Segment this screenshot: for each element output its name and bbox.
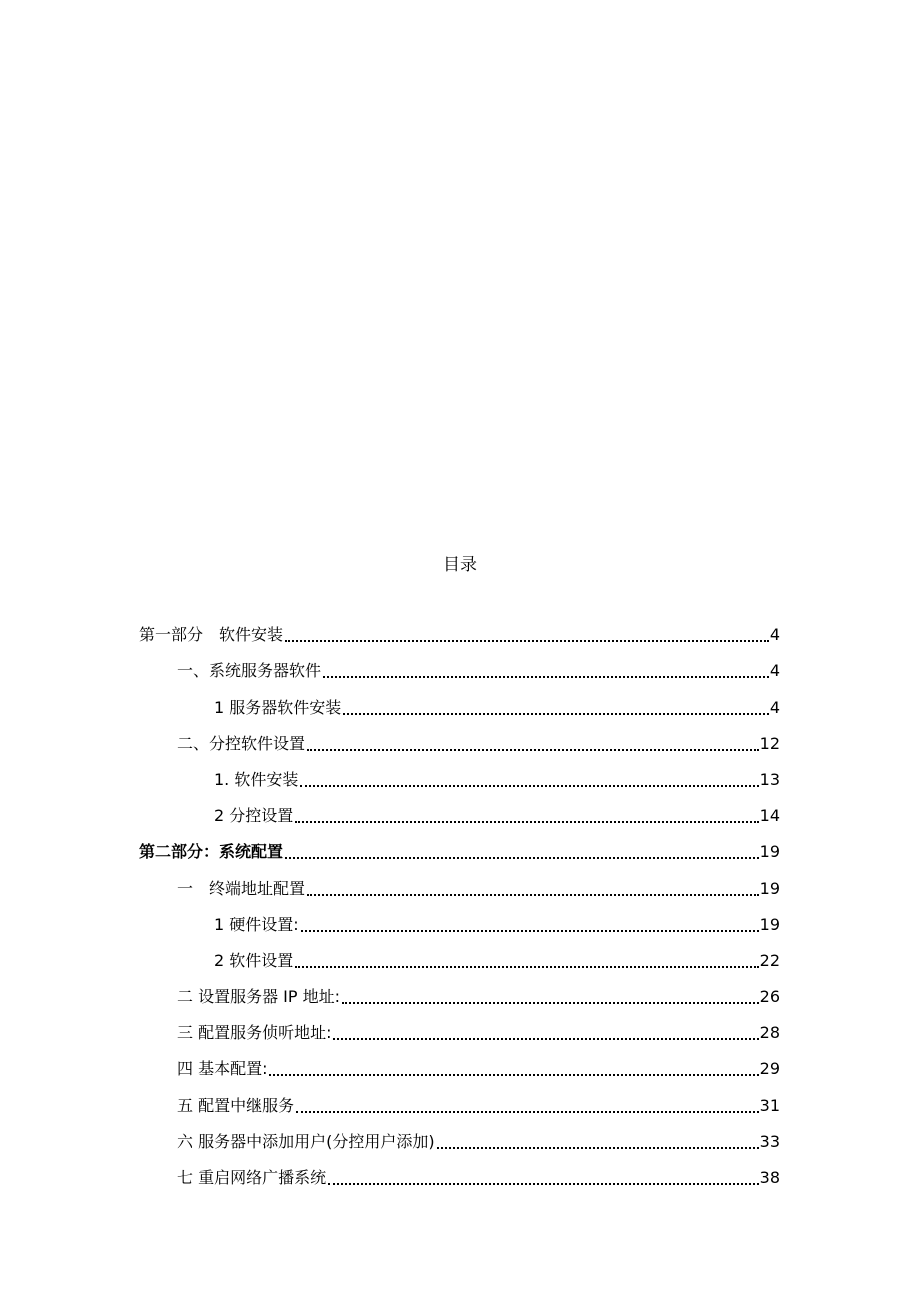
toc-leader-dots: [343, 713, 769, 715]
toc-entry[interactable]: [139, 1080, 780, 1116]
toc-entry-text: 第二部分：系统配置: [139, 842, 284, 862]
toc-leader-dots: [285, 857, 759, 859]
toc-leader-dots: [269, 1074, 758, 1076]
toc-entry[interactable]: [139, 900, 780, 936]
toc-entry-page: 4: [769, 625, 780, 645]
toc-entry-page: 19: [759, 842, 780, 862]
toc-entry-text: 一、系统服务器软件: [177, 661, 322, 681]
toc-entry-page: 31: [759, 1095, 780, 1115]
toc-leader-dots: [342, 1002, 759, 1004]
toc-entry-text: 2 分控设置: [214, 806, 294, 826]
toc-leader-dots: [300, 785, 758, 787]
toc-entry[interactable]: [139, 1153, 780, 1189]
toc-entry-text: 二、分控软件设置: [177, 733, 306, 753]
toc-entry[interactable]: [139, 863, 780, 899]
toc-leader-dots: [328, 1183, 759, 1185]
toc-entry-page: 4: [769, 661, 780, 681]
toc-entry[interactable]: [139, 646, 780, 682]
toc-entry-text: 1. 软件安装: [214, 769, 299, 789]
toc-leader-dots: [296, 1111, 759, 1113]
toc-entry[interactable]: [139, 827, 780, 863]
toc-leader-dots: [333, 1038, 758, 1040]
table-of-contents: [139, 610, 780, 1189]
toc-entry-page: 13: [759, 769, 780, 789]
toc-entry-page: 28: [759, 1023, 780, 1043]
toc-entry-page: 26: [759, 987, 780, 1007]
toc-entry-text: 二 设置服务器 IP 地址:: [177, 987, 341, 1007]
toc-leader-dots: [285, 640, 769, 642]
toc-entry-text: 七 重启网络广播系统: [177, 1168, 327, 1187]
toc-entry-text: 五 配置中继服务: [177, 1095, 295, 1115]
toc-entry[interactable]: [139, 719, 780, 755]
toc-entry[interactable]: [139, 1008, 780, 1044]
toc-entry-page: 4: [769, 697, 780, 717]
toc-entry-text: 第一部分 软件安装: [139, 625, 284, 645]
toc-entry-page: 22: [759, 950, 780, 970]
toc-entry-page: 29: [759, 1059, 780, 1079]
toc-leader-dots: [301, 930, 759, 932]
toc-entry[interactable]: [139, 972, 780, 1008]
toc-entry[interactable]: [139, 1117, 780, 1153]
toc-entry-text: 六 服务器中添加用户(分控用户添加): [177, 1131, 435, 1151]
toc-entry[interactable]: [139, 755, 780, 791]
toc-entry-text: 一 终端地址配置: [177, 878, 306, 898]
toc-entry[interactable]: [139, 682, 780, 718]
toc-leader-dots: [323, 676, 769, 678]
toc-leader-dots: [437, 1147, 759, 1149]
toc-entry[interactable]: [139, 936, 780, 972]
toc-entry-page: 19: [759, 914, 780, 934]
toc-entry[interactable]: [139, 610, 780, 646]
toc-leader-dots: [307, 749, 759, 751]
toc-entry-text: 2 软件设置: [214, 950, 294, 970]
toc-leader-dots: [307, 894, 759, 896]
toc-entry-page: 33: [759, 1131, 780, 1151]
toc-leader-dots: [295, 821, 758, 823]
toc-entry-text: 1 服务器软件安装: [214, 697, 342, 717]
toc-entry-page: 12: [759, 733, 780, 753]
toc-leader-dots: [295, 966, 758, 968]
toc-entry-text: 三 配置服务侦听地址:: [177, 1023, 332, 1043]
toc-entry-text: 1 硬件设置:: [214, 914, 299, 934]
toc-entry[interactable]: [139, 1044, 780, 1080]
toc-entry[interactable]: [139, 791, 780, 827]
toc-title: 目录: [443, 555, 477, 575]
toc-entry-page: 38: [759, 1168, 780, 1187]
toc-entry-text: 四 基本配置:: [177, 1059, 268, 1079]
toc-entry-page: 14: [759, 806, 780, 826]
toc-entry-page: 19: [759, 878, 780, 898]
